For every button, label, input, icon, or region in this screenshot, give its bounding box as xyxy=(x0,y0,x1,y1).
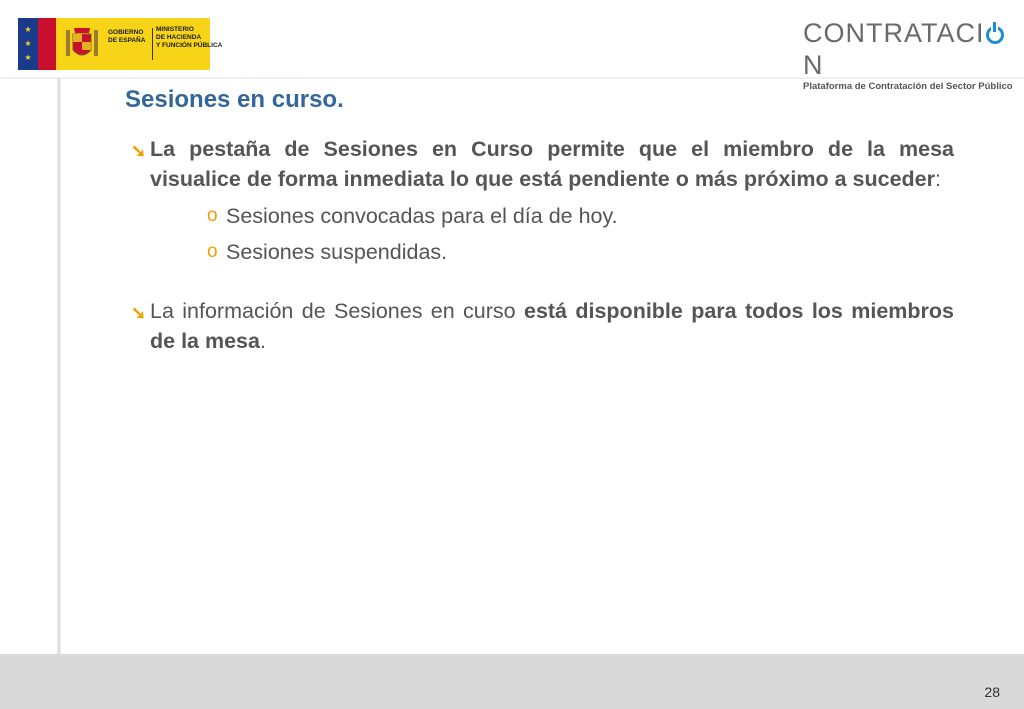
bullet-text-plain: La información de Sesiones en curso xyxy=(150,299,524,323)
government-label: GOBIERNO DE ESPAÑA xyxy=(108,29,146,44)
government-logo xyxy=(18,18,223,70)
coat-of-arms-icon xyxy=(62,24,102,64)
sub-list-item xyxy=(207,234,954,270)
sub-list-item xyxy=(207,198,954,234)
circle-bullet-icon: o xyxy=(207,241,218,262)
contratacion-logo xyxy=(803,17,1013,92)
left-margin-rule xyxy=(57,78,61,654)
slide-content xyxy=(131,134,954,356)
ministry-label: MINISTERIO DE HACIENDA Y FUNCIÓN PÚBLICA xyxy=(156,26,223,49)
sub-item-text: Sesiones suspendidas. xyxy=(226,240,448,264)
brand-title: CONTRATACIN xyxy=(803,17,1013,81)
bullet-text-bold: La pestaña de Sesiones en Curso permite que el miembro de la mesa visualice de forma inmediata lo que está pendiente o más próximo a suceder xyxy=(150,137,954,191)
bullet-text-tail: : xyxy=(935,167,941,191)
circle-bullet-icon: o xyxy=(207,205,218,226)
slide-title: Sesiones en curso. xyxy=(125,86,344,113)
page-number: 28 xyxy=(984,684,1000,700)
footer-bar xyxy=(0,654,1024,709)
brand-subtitle: Plataforma de Contratación del Sector Público xyxy=(803,81,1013,92)
bullet-text-bold: está disponible para todos los miembros de la mesa xyxy=(150,299,954,353)
sub-item-text: Sesiones convocadas para el día de hoy. xyxy=(226,204,618,228)
arrow-bullet-icon: ➘ xyxy=(131,141,147,161)
star-icon: ★ xyxy=(24,25,32,34)
star-icon: ★ xyxy=(24,39,32,48)
logo-divider xyxy=(152,28,153,60)
eu-flag-strip xyxy=(18,18,38,70)
bullet-item xyxy=(131,296,954,356)
power-icon xyxy=(986,26,1004,44)
bullet-item xyxy=(131,134,954,194)
arrow-bullet-icon: ➘ xyxy=(131,303,147,323)
star-icon: ★ xyxy=(24,53,32,62)
bullet-text-tail: . xyxy=(259,329,266,353)
flag-red-band xyxy=(38,18,56,70)
